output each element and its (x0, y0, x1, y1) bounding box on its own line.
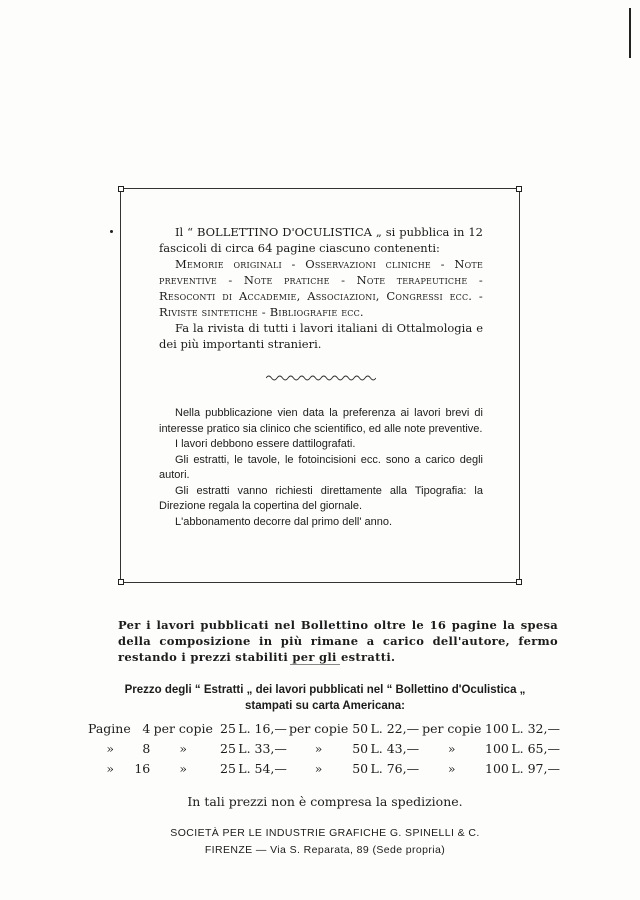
section-separator (290, 664, 340, 665)
table-row (88, 759, 560, 779)
price-value: L. 43,— (370, 741, 420, 756)
frame-corner (516, 186, 522, 192)
frame-rule-top (122, 188, 518, 189)
frame-rule-left (120, 190, 121, 581)
info-frame (118, 186, 522, 585)
pages-label: Pagine (88, 721, 131, 736)
copies-qty: 25 (220, 741, 236, 756)
copies-label: » (447, 761, 456, 776)
copies-qty: 50 (352, 721, 369, 736)
copies-label: per copie (153, 721, 213, 736)
copies-label: » (314, 761, 323, 776)
subscription-text: L'abbonamento decorre dal primo dell' anno. (175, 515, 393, 528)
intro-text: Il “ BOLLETTINO D'OCULISTICA „ si pubblica in 12 fascicoli di circa 64 pagine ciascuno contenenti: (159, 225, 483, 255)
frame-rule-bottom (122, 582, 518, 583)
copies-label: per copie (422, 721, 482, 736)
frame-rule-right (519, 190, 520, 581)
price-value: L. 65,— (511, 741, 560, 756)
price-value: L. 33,— (238, 741, 287, 756)
review-text: Fa la rivista di tutti i lavori italiani di Ottalmologia e dei più importanti stranieri. (159, 321, 483, 351)
guidelines (159, 406, 483, 530)
offprints-cost-text: Gli estratti, le tavole, le fotoincisioni ecc. sono a carico degli autori. (159, 453, 483, 481)
extra-pages-notice: Per i lavori pubblicati nel Bollettino oltre le 16 pagine la spesa della composizione in più rimane a carico dell'autore, fermo restando i prezzi stabiliti per gli estratti. (118, 617, 558, 664)
copies-qty: 100 (485, 761, 509, 776)
copies-label: » (179, 741, 188, 756)
table-row (88, 739, 560, 759)
price-value: L. 97,— (511, 761, 560, 776)
copies-qty: 100 (485, 721, 509, 736)
page-edge-line (629, 8, 631, 58)
frame-content (159, 224, 483, 530)
copies-qty: 25 (220, 721, 236, 736)
price-value: L. 32,— (511, 721, 560, 736)
pages-count: 8 (142, 741, 151, 756)
copies-qty: 50 (352, 761, 369, 776)
prices-heading-line1: Prezzo degli “ Estratti „ dei lavori pubblicati nel “ Bollettino d'Oculistica „ (124, 684, 526, 696)
frame-corner (118, 186, 124, 192)
publisher-name: SOCIETÀ PER LE INDUSTRIE GRAFICHE G. SPINELLI & C. (170, 827, 480, 839)
copies-label: » (447, 741, 456, 756)
copies-qty: 50 (352, 741, 369, 756)
copies-qty: 25 (220, 761, 236, 776)
typed-text: I lavori debbono essere dattilografati. (175, 438, 356, 450)
publisher-address: FIRENZE — Via S. Reparata, 89 (Sede propria) (204, 844, 446, 856)
copies-qty: 100 (485, 741, 509, 756)
offprints-request-text: Gli estratti vanno richiesti direttamente alla Tipografia: la Direzione regala la copertina del giornale. (159, 484, 483, 512)
copies-label: » (179, 761, 188, 776)
margin-dot (110, 230, 113, 233)
shipping-note: In tali prezzi non è compresa la spedizione. (187, 793, 463, 809)
wavy-divider (159, 370, 483, 386)
prices-heading (110, 682, 540, 714)
prices-heading-line2: stampati su carta Americana: (244, 700, 405, 712)
publisher-imprint (110, 825, 540, 859)
price-value: L. 16,— (238, 721, 287, 736)
frame-corner (118, 579, 124, 585)
pages-label: » (106, 741, 115, 756)
wavy-line-ornament (266, 374, 376, 382)
price-value: L. 76,— (370, 761, 420, 776)
frame-corner (516, 579, 522, 585)
preference-text: Nella pubblicazione vien data la preferenza ai lavori brevi di interesse pratico sia clinico che scientifico, ed alle note preventive. (159, 407, 483, 435)
pages-count: 16 (134, 761, 151, 776)
sections-list: Memorie originali - Osservazioni cliniche - Note preventive - Note pratiche - Note terapeutiche - Resoconti di Accademie, Associazioni, Congressi ecc. - Riviste sintetiche - Bibliografie ecc. (159, 257, 483, 319)
price-value: L. 54,— (238, 761, 287, 776)
copies-label: » (314, 741, 323, 756)
table-row (88, 719, 560, 739)
pages-label: » (106, 761, 115, 776)
price-value: L. 22,— (370, 721, 420, 736)
pages-count: 4 (142, 721, 151, 736)
price-table (88, 719, 560, 779)
copies-label: per copie (288, 721, 349, 736)
